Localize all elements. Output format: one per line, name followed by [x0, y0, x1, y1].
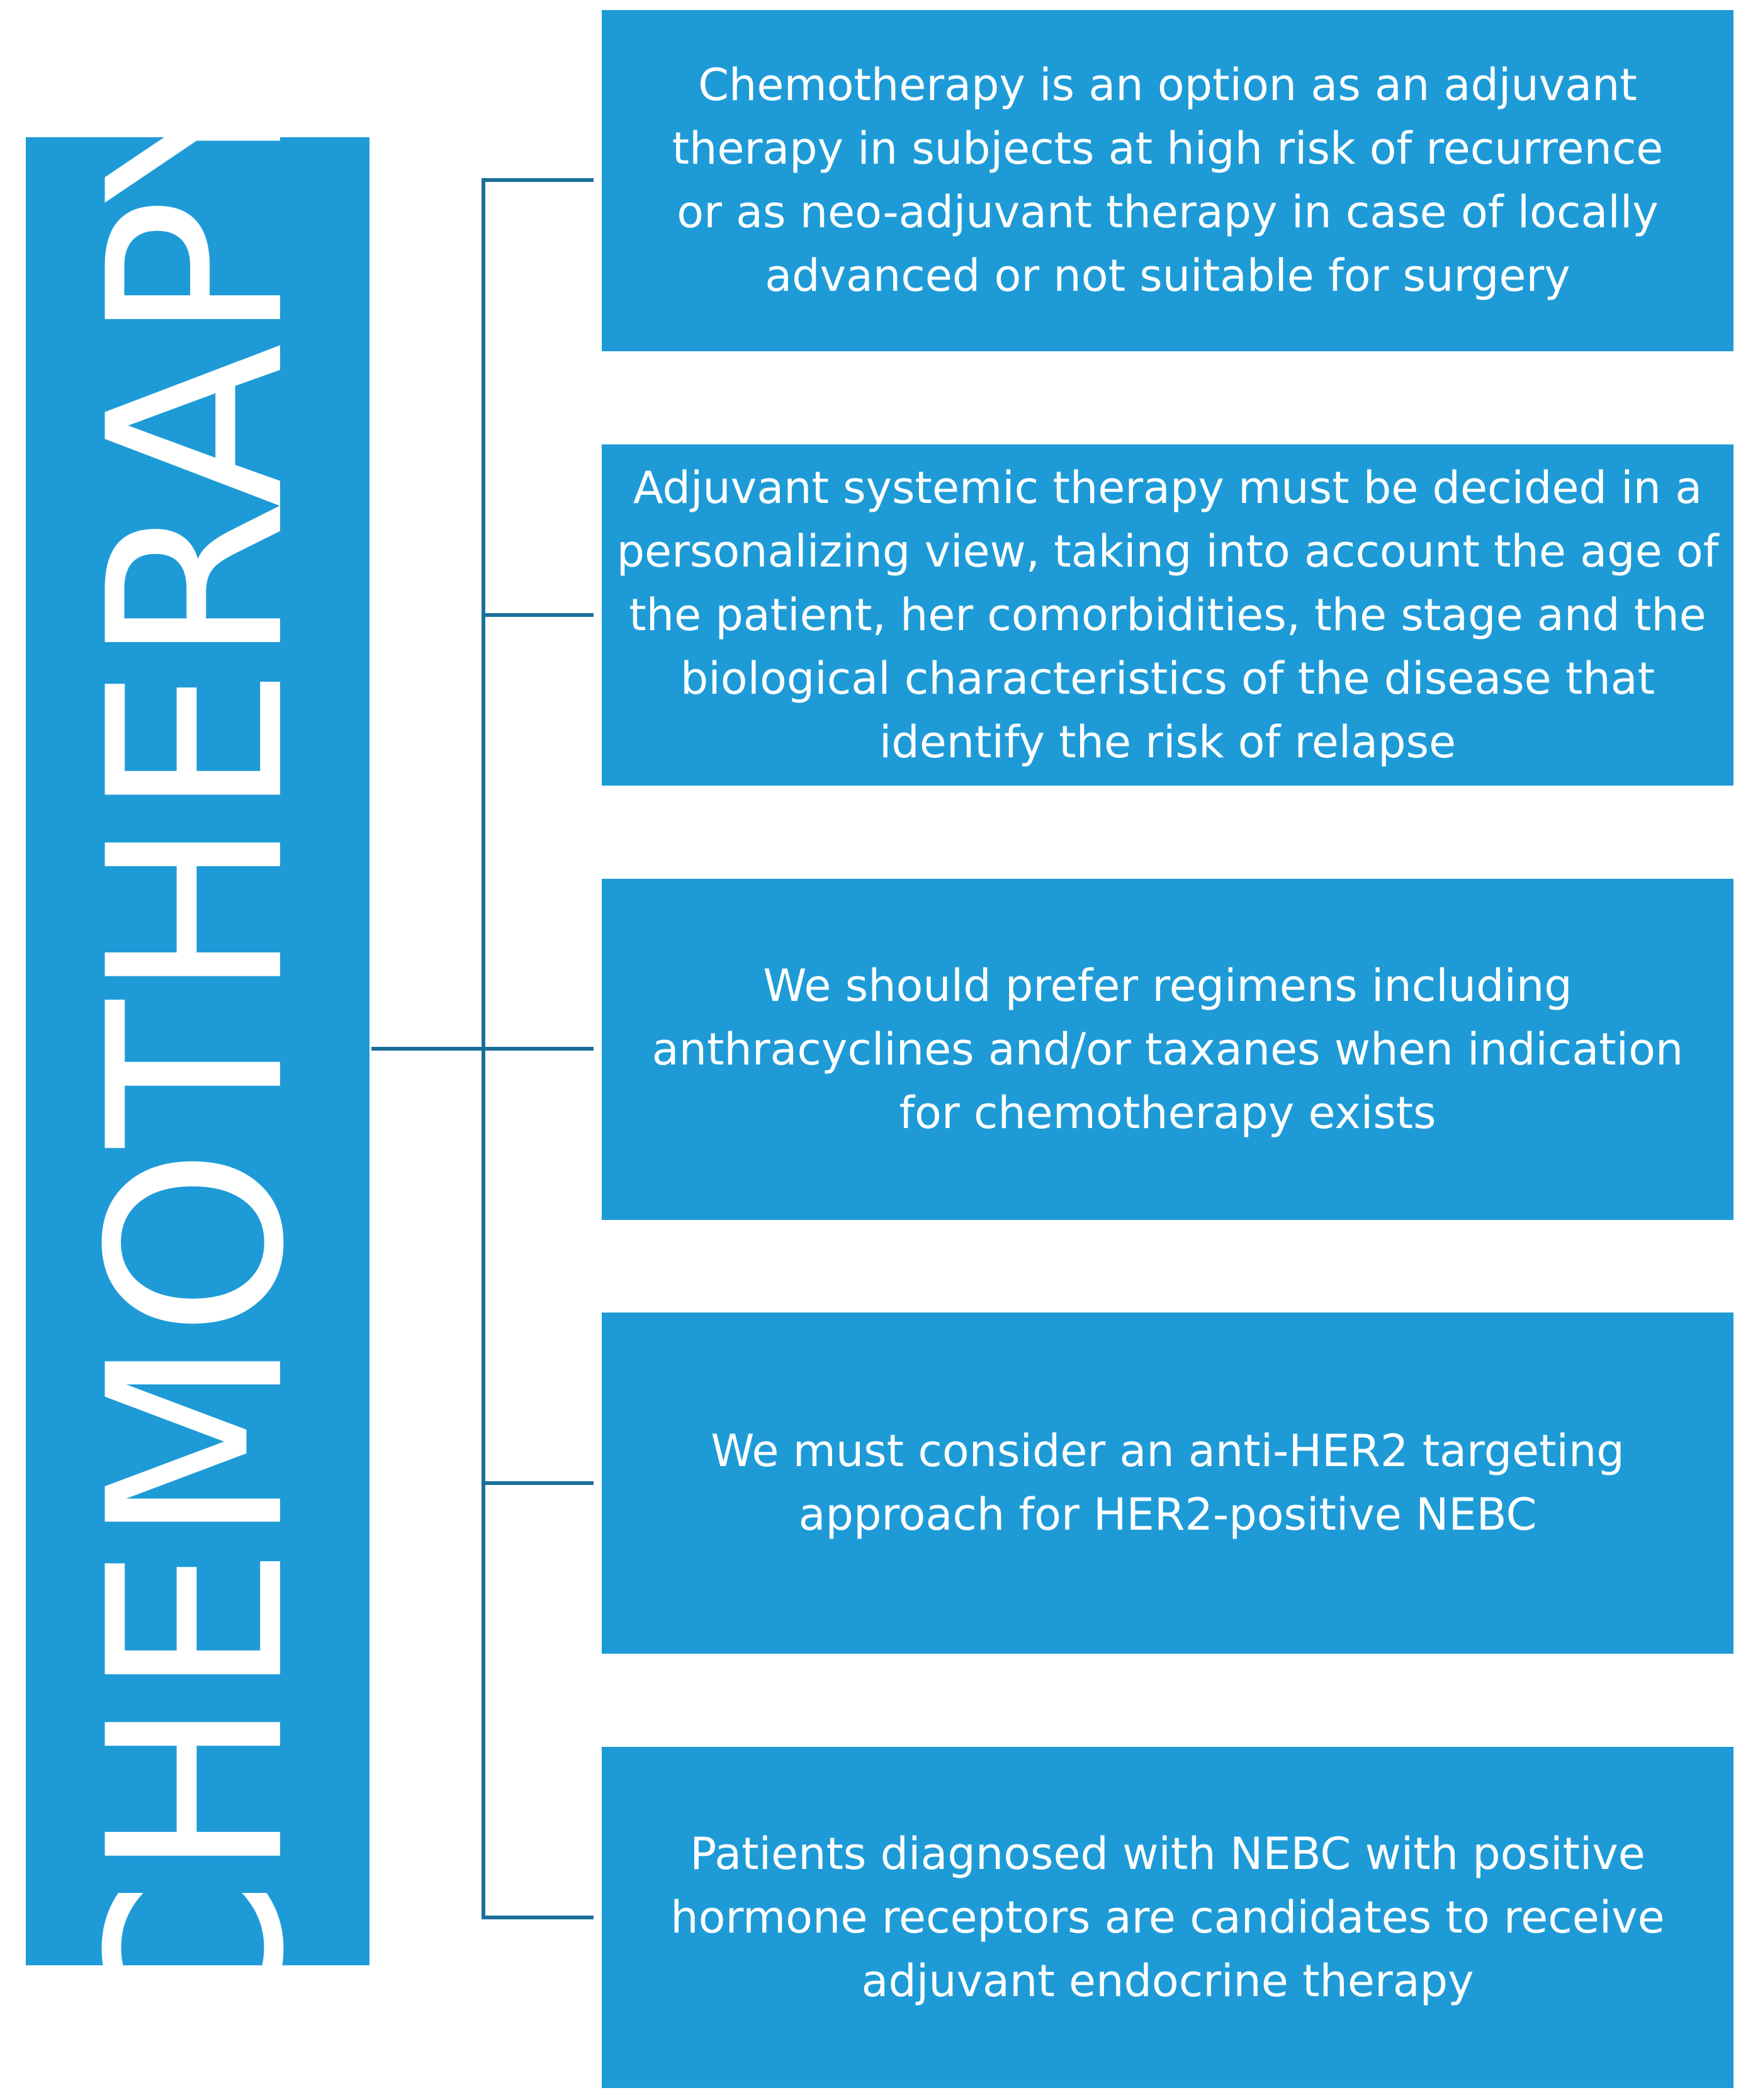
- statement-box-5: [602, 1747, 1733, 2088]
- statement-text-4: We must consider an anti-HER2 targeting approach for HER2-positive NEBC: [711, 1425, 1625, 1540]
- statement-box-1: [602, 10, 1733, 351]
- statement-text-2: Adjuvant systemic therapy must be decided in a personalizing view, taking into account the age of the patient, her comorbidities, the stage and the biological characteristics of the disease that identify the risk of relapse: [616, 461, 1719, 768]
- statement-text-1: Chemotherapy is an option as an adjuvant therapy in subjects at high risk of recurrence or as neo-adjuvant therapy in case of locally advanced or not suitable for surgery: [672, 59, 1664, 302]
- statement-text-5: Patients diagnosed with NEBC with positive hormone receptors are candidates to receive adjuvant endocrine therapy: [670, 1827, 1665, 2007]
- statement-text-3: We should prefer regimens including anthracyclines and/or taxanes when indication for chemotherapy exists: [651, 959, 1684, 1139]
- statement-box-3: [602, 879, 1733, 1220]
- statement-box-4: [602, 1312, 1733, 1654]
- diagram-title: CHEMOTHERAPY: [57, 54, 337, 2048]
- statement-box-2: [602, 444, 1733, 786]
